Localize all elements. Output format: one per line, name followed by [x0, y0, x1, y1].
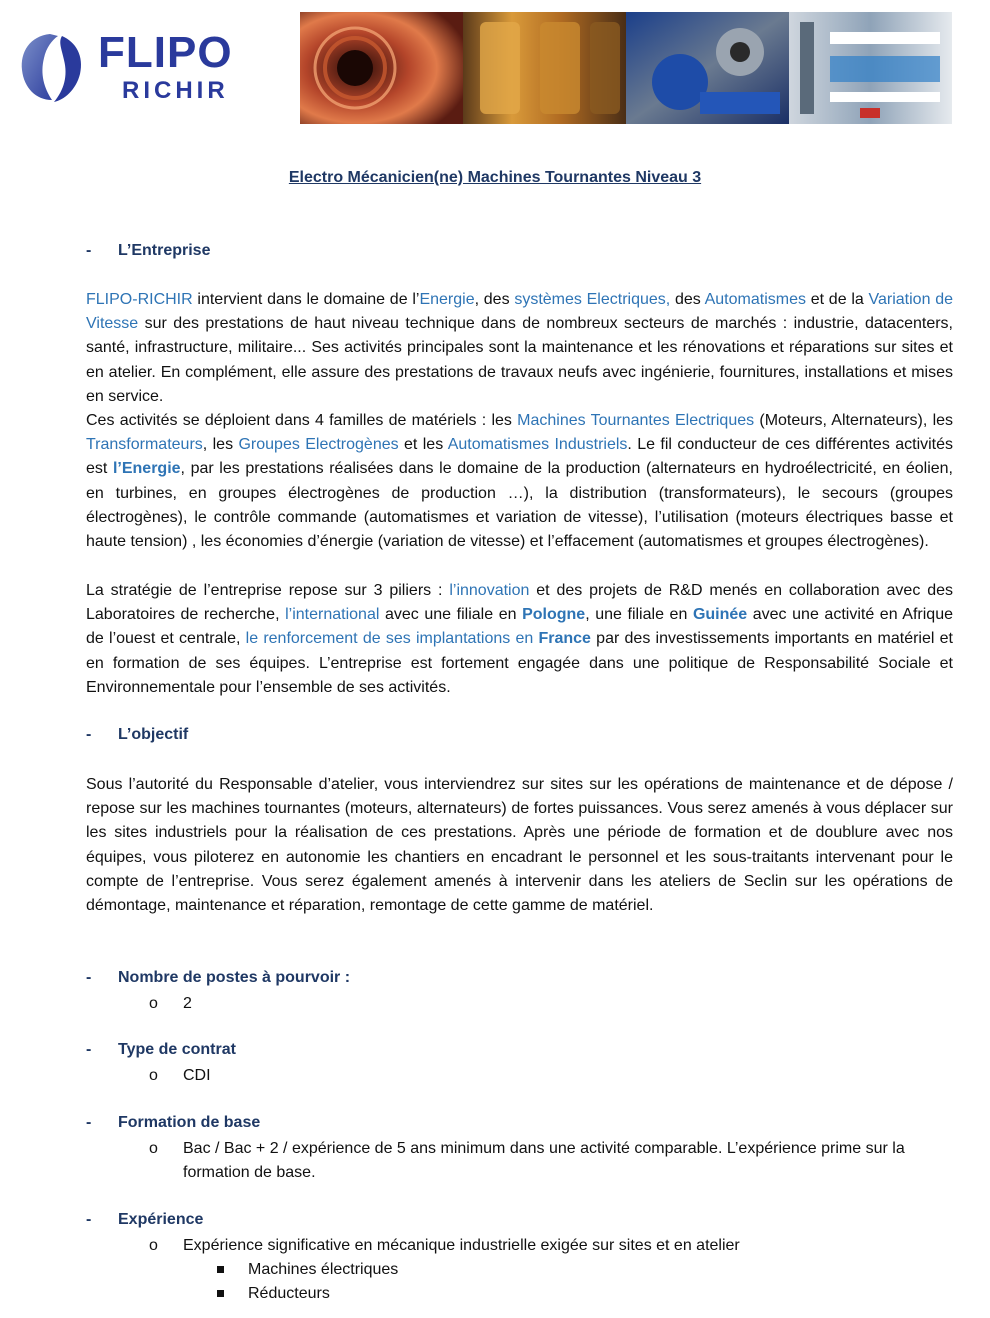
text-run: (Moteurs, Alternateurs), les: [754, 412, 954, 429]
motor-parts-image: [626, 12, 789, 124]
text-run: Ces activités se déploient dans 4 familles de matériels : les: [86, 412, 518, 429]
text-run: . Le fil conducteur de ces différentes activités est: [86, 436, 954, 478]
text-run: , par les prestations réalisées dans le domaine de la production (alternateurs en hydroélectricité, en éolien, en turbines, en groupes électrogènes de production …), la distribution (transformateurs), le secours (groupes électrogènes), le contrôle commande (automatismes et variation de vitesse), l’utilisation (moteurs électriques basse et haute tension) , les économies d’énergie (variation de vitesse) et l’effacement (automatismes et groupes électrogènes).: [86, 460, 953, 551]
text-highlight-bold: Pologne: [522, 606, 586, 624]
text-highlight: Groupes Electrogènes: [238, 436, 399, 454]
text-highlight: le renforcement de ses implantations en: [245, 630, 539, 648]
document-title: [0, 169, 990, 187]
section-heading-contrat: [86, 1041, 236, 1059]
text-highlight: l’international: [285, 606, 380, 624]
logo-text-richir: RICHIR: [122, 77, 229, 104]
list-item-text: CDI: [183, 1067, 211, 1084]
text-run: avec une filiale en: [379, 606, 523, 624]
bullet-icon: o: [149, 1140, 158, 1157]
text-highlight: Variation de Vitesse: [86, 291, 954, 333]
text-run: intervient dans le domaine de l’: [192, 291, 420, 308]
heading-text: L’Entreprise: [118, 242, 211, 259]
text-run: et les: [398, 436, 448, 454]
text-run: , une filiale en: [585, 606, 693, 624]
text-company: FLIPO-RICHIR: [86, 291, 193, 308]
text-highlight: Machines Tournantes Electriques: [517, 412, 755, 429]
list-subitem-text: Réducteurs: [248, 1285, 330, 1302]
list-item: [149, 1064, 211, 1088]
transformer-windings-image: [463, 12, 626, 124]
square-bullet-icon: [217, 1266, 224, 1273]
dash-marker: -: [86, 1041, 92, 1058]
list-subitem-text: Machines électriques: [248, 1261, 399, 1278]
paragraph-objective: Sous l’autorité du Responsable d’atelier, vous interviendrez sur sites sur les opérations de maintenance et de dépose / repose sur les machines tournantes (moteurs, alternateurs) de fortes puissances. Vous serez amenés à vous déplacer sur les sites industriels pour la réalisation de ces prestations. Après une période de formation et de doublure avec nos équipes, vous piloterez en autonomie les chantiers en encadrant le personnel et les sous-traitants intervenant pour le compte de l’entreprise. Vous serez également amenés à intervenir dans les ateliers de Seclin sur les opérations de démontage, maintenance et réparation, remontage de cette gamme de matériel.: [86, 776, 953, 915]
text-highlight: Energie: [419, 291, 475, 308]
paragraph-strategy: [86, 579, 953, 700]
section-heading-postes: [86, 969, 350, 987]
control-cabinet-image: [789, 12, 952, 124]
text-run: avec une activité en Afrique de l’ouest et centrale,: [86, 606, 954, 648]
text-run: , les: [202, 436, 239, 454]
list-item: [149, 992, 192, 1016]
section-heading-entreprise: [86, 242, 210, 260]
text-run: , des: [474, 291, 515, 308]
section-heading-objectif: [86, 726, 188, 744]
company-logo: [18, 30, 268, 110]
text-highlight: Automatismes Industriels: [447, 436, 628, 454]
bullet-icon: o: [149, 995, 158, 1012]
text-highlight-bold: France: [538, 630, 591, 648]
text-run: par des investissements importants en matériel et en formation de ses équipes. L’entreprise est fortement engagée dans une politique de Responsabilité Sociale et Environnementale pour l’ensemble de ses activités.: [86, 630, 953, 696]
text-highlight-bold: Guinée: [692, 606, 748, 624]
text-highlight: Automatismes: [704, 291, 806, 308]
dash-marker: -: [86, 242, 92, 259]
text-run: sur des prestations de haut niveau technique dans de nombreux secteurs de marchés : industrie, datacenters, santé, infrastructure, militaire... Ses activités principales sont la maintenance et les rénovations et réparations sur sites et en atelier. En complément, elle assure des prestations de travaux neufs avec ingénierie, fournitures, installations et mises en service.: [86, 315, 953, 405]
bullet-icon: o: [149, 1237, 158, 1254]
logo-text-flipo: FLIPO: [98, 28, 233, 77]
text-run: et des projets de R&D menés en collaboration avec des Laboratoires de recherche,: [86, 582, 953, 624]
heading-text: Nombre de postes à pourvoir :: [118, 969, 351, 986]
text-run: La stratégie de l’entreprise repose sur 3 piliers :: [86, 582, 450, 599]
text-highlight: l’innovation: [449, 582, 530, 599]
heading-text: Formation de base: [118, 1114, 261, 1131]
paragraph-activities: [86, 409, 953, 554]
dash-marker: -: [86, 1211, 92, 1228]
banner-photos: [300, 12, 952, 124]
bullet-icon: o: [149, 1067, 158, 1084]
list-subitem: [248, 1282, 330, 1306]
text-highlight-bold: l’Energie: [112, 460, 181, 478]
text-highlight: Transformateurs: [86, 436, 203, 454]
section-heading-formation: [86, 1114, 260, 1132]
heading-text: L’objectif: [118, 726, 189, 743]
dash-marker: -: [86, 726, 92, 743]
heading-text: Type de contrat: [118, 1041, 236, 1058]
list-item-text: Bac / Bac + 2 / expérience de 5 ans minimum dans une activité comparable. L’expérience prime sur la formation de base.: [183, 1140, 905, 1181]
header-banner: [300, 12, 952, 124]
text-run: et de la: [805, 291, 869, 308]
list-item-text: Expérience significative en mécanique industrielle exigée sur sites et en atelier: [183, 1237, 740, 1254]
list-item: [149, 1234, 740, 1258]
dash-marker: -: [86, 1114, 92, 1131]
heading-text: Expérience: [118, 1211, 204, 1228]
section-heading-experience: [86, 1211, 203, 1229]
text-highlight: systèmes Electriques,: [514, 291, 671, 308]
list-subitem: [248, 1258, 398, 1282]
square-bullet-icon: [217, 1290, 224, 1297]
logo-mark-icon: [18, 30, 90, 104]
list-item: [149, 1137, 953, 1185]
list-item-text: 2: [183, 995, 192, 1012]
paragraph-intro: [86, 288, 953, 409]
text-run: des: [670, 291, 705, 308]
stator-coil-image: [300, 12, 463, 124]
title-text: Electro Mécanicien(ne) Machines Tournantes Niveau 3: [288, 169, 702, 186]
dash-marker: -: [86, 969, 92, 986]
